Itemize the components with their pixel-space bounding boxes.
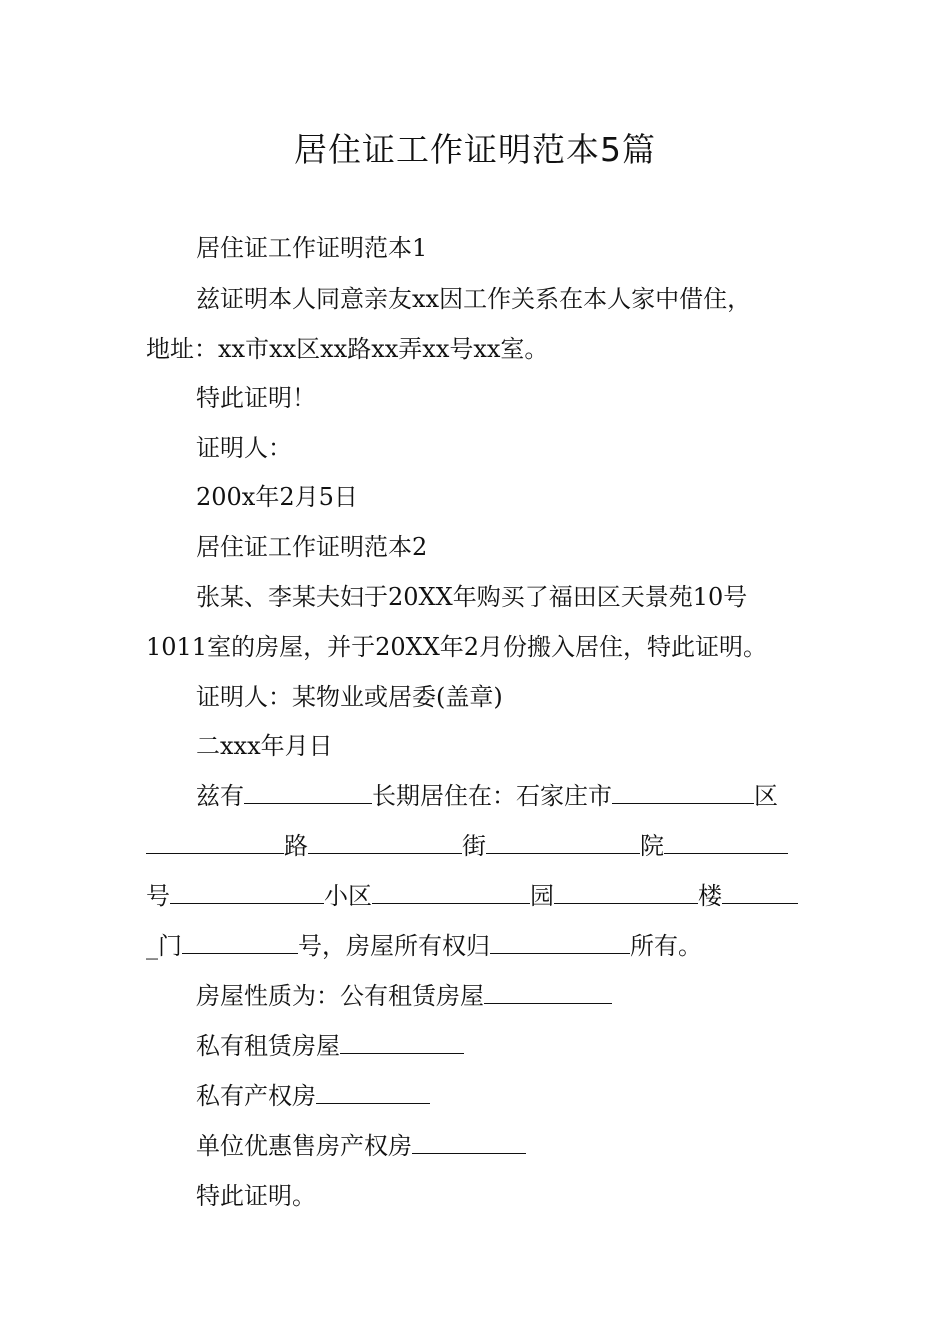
form-text: 兹有: [196, 782, 244, 810]
form-text: 小区: [324, 882, 372, 910]
form-text: 私有产权房: [196, 1082, 316, 1110]
blank-field[interactable]: [316, 1081, 430, 1104]
form-text: 号: [146, 882, 170, 910]
form-text: 号，房屋所有权归: [298, 932, 490, 960]
blank-field[interactable]: [372, 881, 530, 904]
blank-field[interactable]: [490, 931, 630, 954]
paragraph-line: 张某、李某夫妇于20XX年购买了福田区天景苑10号: [196, 583, 748, 611]
paragraph-line: 二xxx年月日: [196, 732, 333, 760]
paragraph-line: 兹证明本人同意亲友xx因工作关系在本人家中借住，: [196, 285, 752, 313]
section-heading-1: 居住证工作证明范本1: [196, 234, 428, 262]
form-text: 街: [462, 832, 486, 860]
blank-field[interactable]: [486, 831, 640, 854]
blank-field[interactable]: [170, 881, 324, 904]
document-title: 居住证工作证明范本5篇: [294, 130, 656, 169]
form-text: _门: [146, 932, 182, 960]
blank-field[interactable]: [722, 881, 798, 904]
closing-line: 特此证明。: [196, 1182, 316, 1210]
form-line-3: [146, 880, 798, 912]
form-line-4: [146, 930, 702, 962]
form-text: 私有租赁房屋: [196, 1032, 340, 1060]
property-type-line: [196, 980, 612, 1012]
blank-field[interactable]: [612, 781, 754, 804]
form-text: 所有。: [630, 932, 702, 960]
property-type-line: [196, 1030, 464, 1062]
form-text: 园: [530, 882, 554, 910]
form-text: 楼: [698, 882, 722, 910]
paragraph-line: 证明人：某物业或居委(盖章): [196, 683, 503, 711]
blank-field[interactable]: [484, 981, 612, 1004]
blank-field[interactable]: [412, 1131, 526, 1154]
paragraph-line: 200x年2月5日: [196, 483, 358, 511]
blank-field[interactable]: [554, 881, 698, 904]
blank-field[interactable]: [182, 931, 298, 954]
property-type-line: [196, 1080, 430, 1112]
blank-field[interactable]: [308, 831, 462, 854]
section-heading-2: 居住证工作证明范本2: [196, 533, 428, 561]
paragraph-line: 证明人：: [196, 434, 292, 462]
blank-field[interactable]: [340, 1031, 464, 1054]
form-text: 院: [640, 832, 664, 860]
form-text: 路: [284, 832, 308, 860]
form-text: 区: [754, 782, 778, 810]
paragraph-line: 1011室的房屋，并于20XX年2月份搬入居住，特此证明。: [146, 633, 768, 661]
form-text: 房屋性质为：公有租赁房屋: [196, 982, 484, 1010]
form-text: 长期居住在：石家庄市: [372, 782, 612, 810]
blank-field[interactable]: [244, 781, 372, 804]
blank-field[interactable]: [146, 831, 284, 854]
property-type-line: [196, 1130, 526, 1162]
form-text: 单位优惠售房产权房: [196, 1132, 412, 1160]
form-line-2: [146, 830, 788, 862]
paragraph-line: 地址：xx市xx区xx路xx弄xx号xx室。: [146, 335, 549, 363]
paragraph-line: 特此证明！: [196, 384, 316, 412]
blank-field[interactable]: [664, 831, 788, 854]
form-line-1: [196, 780, 778, 812]
